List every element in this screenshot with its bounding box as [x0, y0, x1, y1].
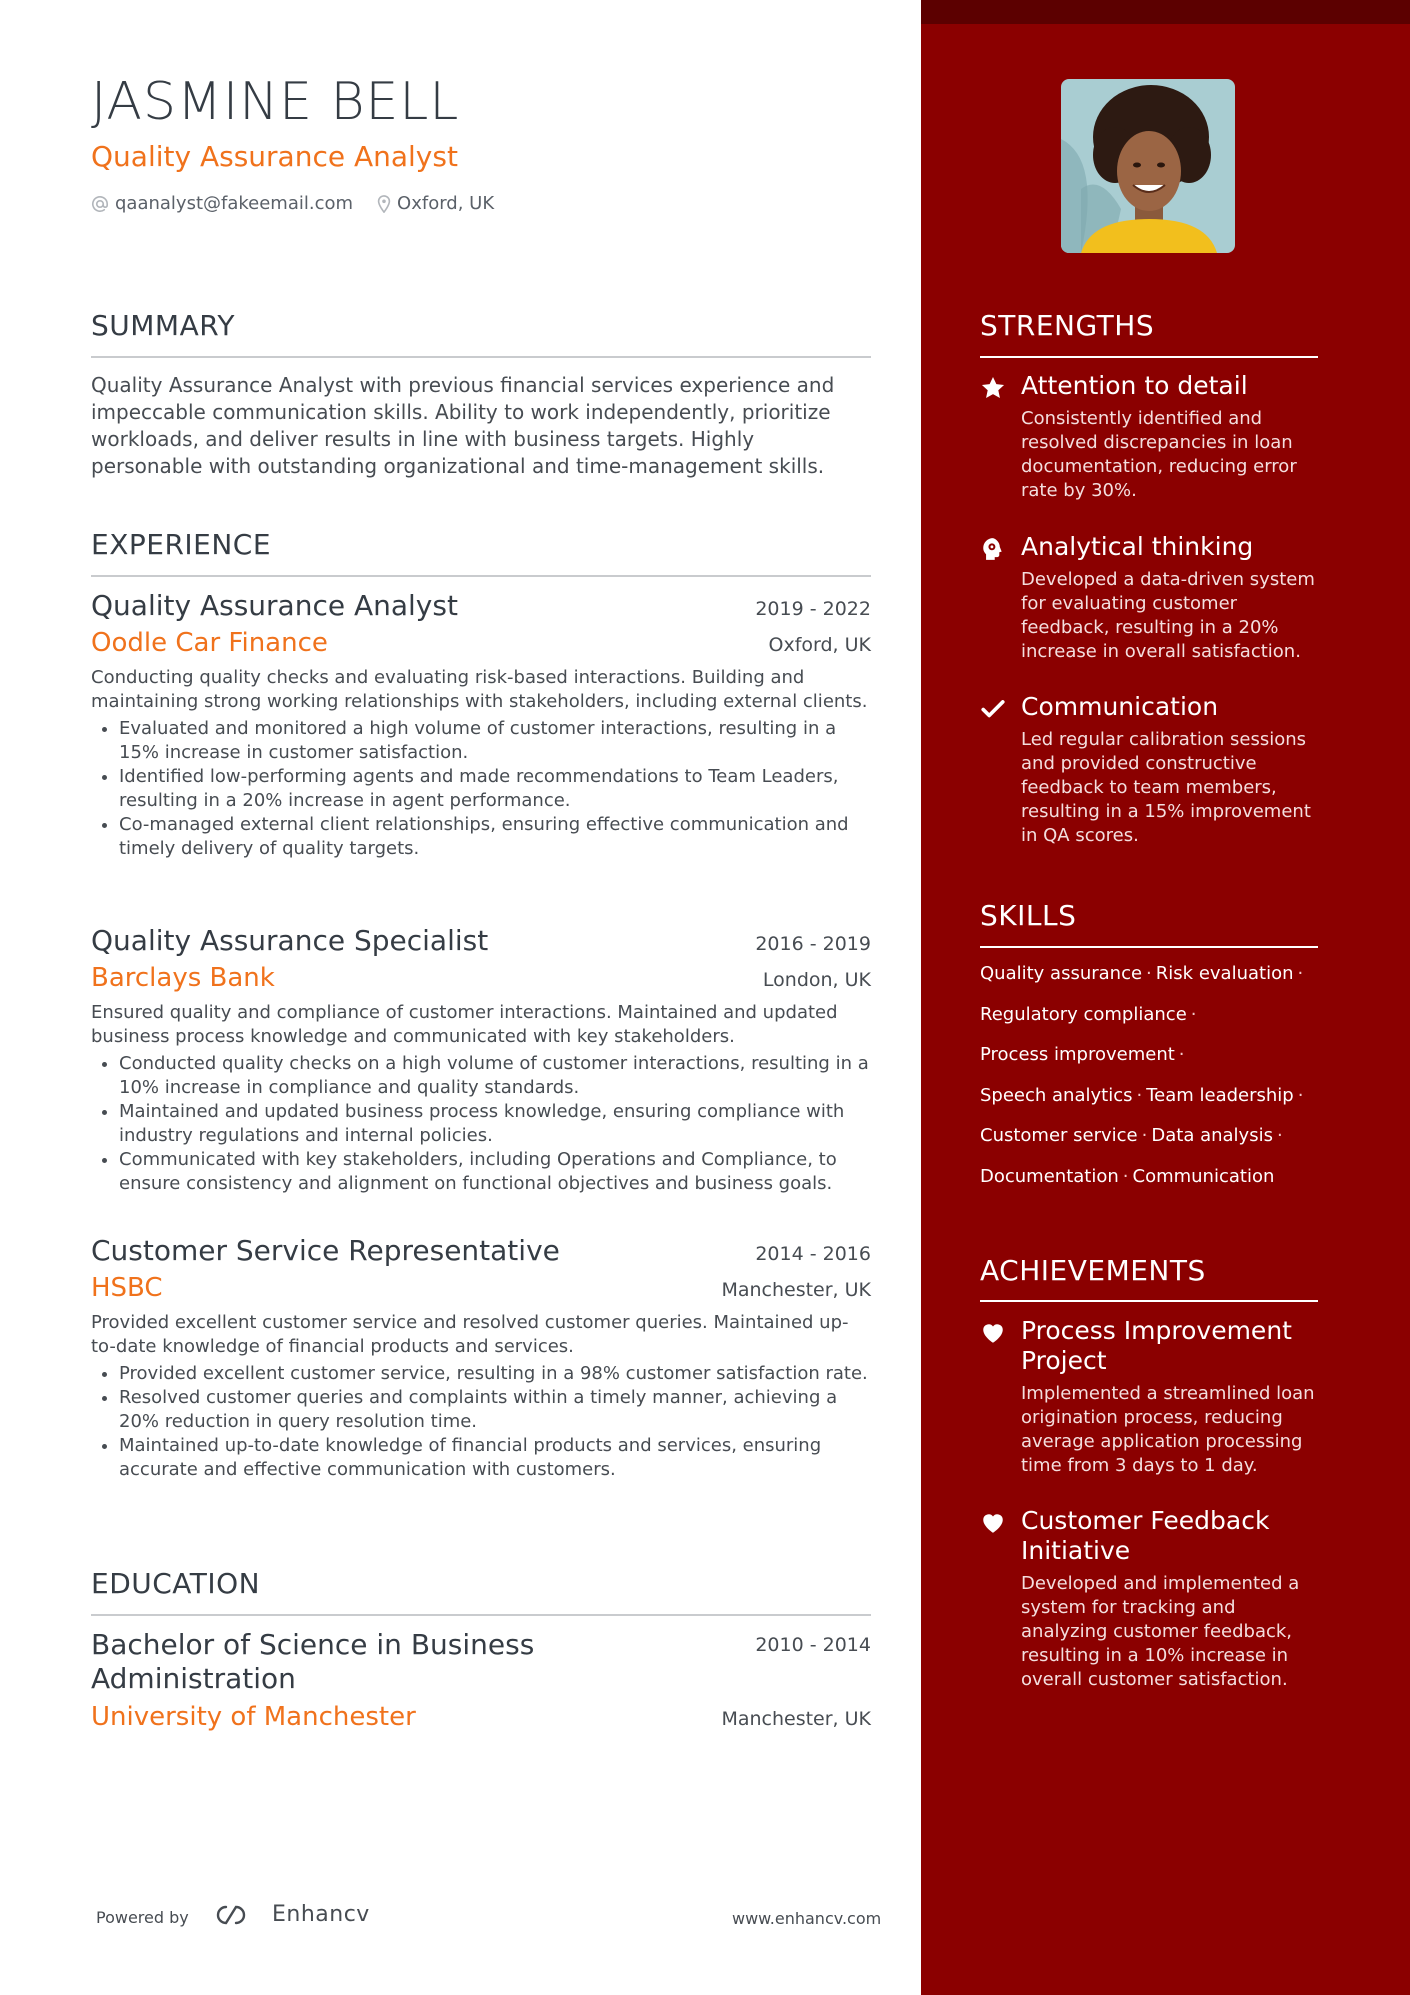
job-location: Manchester, UK: [721, 1279, 871, 1301]
strength-title: Analytical thinking: [1021, 532, 1254, 561]
job-bullet: • Conducted quality checks on a high volume of customer interactions, resulting in a 10% increase in compliance and quality standards.: [119, 1052, 871, 1100]
job-bullet: • Provided excellent customer service, resulting in a 98% customer satisfaction rate.: [119, 1362, 871, 1386]
strength-item: [980, 532, 1318, 664]
enhancv-logo-icon: [214, 1903, 262, 1927]
job-location: London, UK: [762, 969, 871, 991]
profile-photo: [1061, 79, 1235, 253]
strength-title: Attention to detail: [1021, 371, 1248, 400]
achievement-text: Developed and implemented a system for tracking and analyzing customer feedback, resulting in a 10% increase in overall customer satisfaction.: [1021, 1573, 1300, 1690]
education-dates: 2010 - 2014: [755, 1634, 871, 1656]
job-bullets: [91, 1052, 871, 1196]
job-title: Quality Assurance Analyst: [91, 589, 458, 622]
achievement-item: [980, 1316, 1318, 1478]
enhancv-brand: Enhancv: [272, 1902, 370, 1927]
heart-icon: [980, 1510, 1006, 1536]
job-bullet: • Maintained up-to-date knowledge of financial products and services, ensuring accurate and effective communication with customers.: [119, 1434, 871, 1482]
skill-tag: Team leadership: [1146, 1084, 1294, 1106]
skill-tag: Risk evaluation: [1155, 963, 1294, 984]
enhancv-logo[interactable]: [214, 1902, 370, 1927]
location-text: Oxford, UK: [397, 193, 495, 214]
job-entry: [91, 1234, 871, 1482]
summary-heading: SUMMARY: [91, 309, 236, 342]
skills-line: Customer service · Data analysis ·: [980, 1125, 1283, 1146]
skill-tag: Speech analytics: [980, 1084, 1133, 1106]
degree-title: Bachelor of Science in Business Administration: [91, 1628, 535, 1695]
experience-heading: EXPERIENCE: [91, 528, 272, 561]
skills-list: [980, 960, 1318, 1203]
achievement-item: [980, 1506, 1318, 1692]
at-icon: [91, 195, 109, 213]
email-text: qaanalyst@fakeemail.com: [115, 193, 354, 214]
job-entry: [91, 924, 871, 1196]
job-description: Ensured quality and compliance of customer interactions. Maintained and updated business process knowledge and communicated with key stakeholders.: [91, 1002, 838, 1047]
skill-tag: Quality assurance: [980, 963, 1143, 984]
job-bullet: • Co-managed external client relationships, ensuring effective communication and timely delivery of quality targets.: [119, 813, 871, 861]
skills-line: Documentation · Communication: [980, 1165, 1275, 1187]
strength-item: [980, 692, 1318, 848]
job-dates: 2016 - 2019: [755, 933, 871, 955]
education-entry: [91, 1628, 871, 1732]
achievement-title: Process Improvement Project: [1021, 1316, 1292, 1375]
job-bullets: [91, 1362, 871, 1482]
skill-tag: Process improvement: [980, 1044, 1175, 1065]
strength-text: Consistently identified and resolved discrepancies in loan documentation, reducing error rate by 30%.: [1021, 408, 1297, 501]
skills-line: Quality assurance · Risk evaluation ·: [980, 963, 1304, 984]
contact-email[interactable]: [91, 193, 353, 214]
strength-text: Developed a data-driven system for evaluating customer feedback, resulting in a 20% increase in overall satisfaction.: [1021, 569, 1315, 662]
job-bullet: • Communicated with key stakeholders, including Operations and Compliance, to ensure consistency and alignment on functional objectives and business goals.: [119, 1148, 871, 1196]
check-icon: [980, 696, 1006, 722]
footer-url[interactable]: www.enhancv.com: [732, 1909, 882, 1928]
achievement-title: Customer Feedback Initiative: [1021, 1506, 1270, 1565]
education-divider: [91, 1614, 871, 1616]
strengths-heading: STRENGTHS: [980, 309, 1155, 342]
job-bullet: • Evaluated and monitored a high volume of customer interactions, resulting in a 15% increase in customer satisfaction.: [119, 717, 871, 765]
strengths-divider: [980, 356, 1318, 358]
job-bullet: • Maintained and updated business process knowledge, ensuring compliance with industry regulations and internal policies.: [119, 1100, 871, 1148]
contact-info: [91, 193, 494, 214]
skills-line: Process improvement ·: [980, 1044, 1185, 1065]
job-entry: [91, 589, 871, 861]
skills-line: Regulatory compliance ·: [980, 1003, 1197, 1025]
candidate-role: Quality Assurance Analyst: [91, 140, 458, 173]
strength-title: Communication: [1021, 692, 1219, 721]
achievement-text: Implemented a streamlined loan origination process, reducing average application processing time from 3 days to 1 day.: [1021, 1383, 1315, 1476]
sidebar-top-band: [921, 0, 1410, 24]
skills-divider: [980, 946, 1318, 948]
school-name: University of Manchester: [91, 1702, 416, 1732]
contact-location: [377, 193, 494, 214]
brain-head-icon: [980, 536, 1006, 562]
powered-by-label: Powered by: [96, 1908, 189, 1927]
skill-tag: Regulatory compliance: [980, 1003, 1187, 1025]
job-location: Oxford, UK: [768, 634, 871, 656]
job-description: Conducting quality checks and evaluating risk-based interactions. Building and maintaining strong working relationships with stakeholders, including external clients.: [91, 667, 868, 712]
summary-text: Quality Assurance Analyst with previous financial services experience and impeccable communication skills. Ability to work independently, prioritize workloads, and deliver results in line with business targets. Highly personable with outstanding organizational and time-management skills.: [91, 373, 835, 478]
achievements-heading: ACHIEVEMENTS: [980, 1254, 1206, 1287]
skills-line: Speech analytics · Team leadership ·: [980, 1084, 1304, 1106]
job-bullets: [91, 717, 871, 861]
strength-item: [980, 371, 1318, 503]
job-title: Quality Assurance Specialist: [91, 924, 489, 957]
job-dates: 2019 - 2022: [755, 598, 871, 620]
job-bullet: • Identified low-performing agents and made recommendations to Team Leaders, resulting in a 20% increase in agent performance.: [119, 765, 871, 813]
achievements-divider: [980, 1300, 1318, 1302]
candidate-name: JASMINE BELL: [91, 72, 460, 132]
star-icon: [980, 375, 1006, 401]
job-dates: 2014 - 2016: [755, 1243, 871, 1265]
skills-heading: SKILLS: [980, 899, 1077, 932]
job-company: Oodle Car Finance: [91, 628, 328, 658]
skill-tag: Customer service: [980, 1125, 1138, 1146]
job-description: Provided excellent customer service and resolved customer queries. Maintained up-to-date knowledge of financial products and services.: [91, 1312, 849, 1357]
job-company: HSBC: [91, 1273, 163, 1303]
school-location: Manchester, UK: [721, 1708, 871, 1730]
experience-divider: [91, 575, 871, 577]
summary-divider: [91, 356, 871, 358]
strength-text: Led regular calibration sessions and provided constructive feedback to team members, resulting in a 15% improvement in QA scores.: [1021, 729, 1311, 846]
profile-photo-image: [1061, 79, 1235, 253]
heart-icon: [980, 1320, 1006, 1346]
job-company: Barclays Bank: [91, 963, 275, 993]
location-pin-icon: [377, 195, 391, 213]
skill-tag: Communication: [1132, 1165, 1275, 1187]
education-heading: EDUCATION: [91, 1567, 261, 1600]
job-bullet: • Resolved customer queries and complaints within a timely manner, achieving a 20% reduction in query resolution time.: [119, 1386, 871, 1434]
skill-tag: Documentation: [980, 1165, 1119, 1187]
job-title: Customer Service Representative: [91, 1234, 560, 1267]
skill-tag: Data analysis: [1151, 1125, 1273, 1146]
